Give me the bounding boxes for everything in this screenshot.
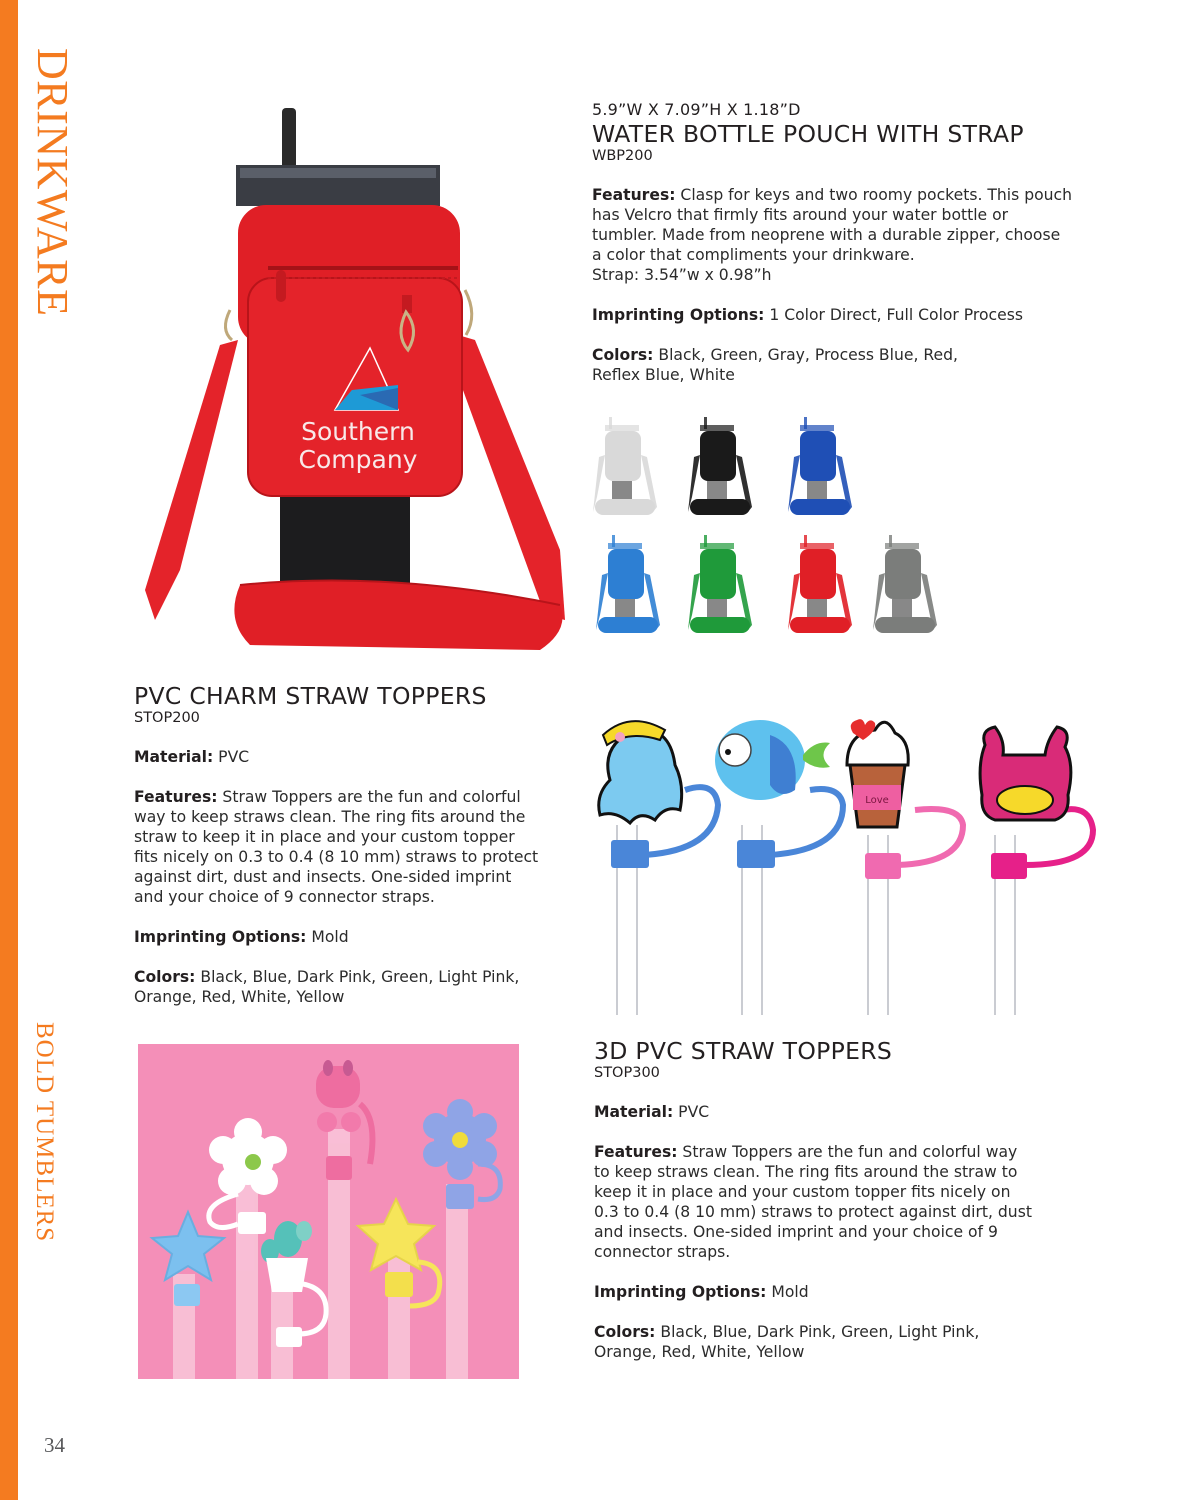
product-wbp200 bbox=[592, 100, 1112, 405]
product-imprint-options: Imprinting Options: 1 Color Direct, Full Color Process bbox=[592, 306, 1023, 324]
subsection-label: BOLD TUMBLERS bbox=[31, 1022, 58, 1243]
product-colors: Colors: Black, Blue, Dark Pink, Green, Light Pink, Orange, Red, White, Yellow bbox=[134, 968, 520, 1006]
product-stop200 bbox=[134, 682, 594, 1027]
product-features: Features: Straw Toppers are the fun and colorful way to keep straws clean. The ring fits around the straw to keep it in place and your custom topper fits nicely on 0.3 to 0.4 (8 10 mm) straws to protect against dirt, dust and insects. One-sided imprint and your choice of 9 connector straps. bbox=[594, 1143, 1032, 1261]
section-label: DRINKWARE bbox=[28, 48, 77, 317]
product-colors: Colors: Black, Green, Gray, Process Blue, Red, Reflex Blue, White bbox=[592, 346, 958, 384]
product-title: 3D PVC STRAW TOPPERS bbox=[594, 1037, 893, 1065]
page-number: 34 bbox=[44, 1433, 65, 1457]
product-colors: Colors: Black, Blue, Dark Pink, Green, Light Pink, Orange, Red, White, Yellow bbox=[594, 1323, 980, 1361]
ice-cream-topper-icon bbox=[847, 719, 908, 827]
product-sku: STOP300 bbox=[594, 1065, 660, 1081]
product-features: Features: Clasp for keys and two roomy pockets. This pouch has Velcro that firmly fits around your water bottle or tumbler. Made from neoprene with a durable zipper, choose a color that compliments your drinkware. Strap: 3.54”w x 0.98”h bbox=[592, 186, 1072, 284]
white-flower-topper-icon bbox=[209, 1118, 287, 1234]
product-sku: STOP200 bbox=[134, 710, 200, 726]
product-material: Material: PVC bbox=[594, 1103, 710, 1121]
sidebar-accent-bar bbox=[0, 0, 18, 1500]
blue-flower-topper-icon bbox=[423, 1099, 500, 1209]
charm-toppers-image bbox=[585, 705, 1135, 1020]
product-features: Features: Straw Toppers are the fun and colorful way to keep straws clean. The ring fits around the straw to keep it in place and your custom topper fits nicely on 0.3 to 0.4 (8 10 mm) straws to protect against dirt, dust and insects. One-sided imprint and your choice of 9 connector straps. bbox=[134, 788, 539, 906]
pouch-color-variants bbox=[590, 415, 950, 640]
crab-topper-icon bbox=[980, 727, 1071, 820]
logo-text-line2: Company bbox=[298, 445, 418, 474]
product-title: WATER BOTTLE POUCH WITH STRAP bbox=[592, 120, 1024, 148]
product-material: Material: PVC bbox=[134, 748, 250, 766]
product-title: PVC CHARM STRAW TOPPERS bbox=[134, 682, 487, 710]
product-sku: WBP200 bbox=[592, 148, 653, 164]
cactus-topper-icon bbox=[261, 1221, 326, 1347]
product-dimensions: 5.9”W X 7.09”H X 1.18”D bbox=[592, 100, 801, 119]
svg-text:Love: Love bbox=[865, 795, 889, 806]
pouch-product-image bbox=[140, 100, 580, 660]
3d-toppers-image bbox=[138, 1044, 519, 1379]
product-imprint-options: Imprinting Options: Mold bbox=[594, 1283, 809, 1301]
product-stop300 bbox=[594, 1037, 1114, 1382]
bunny-topper-icon bbox=[316, 1060, 372, 1180]
logo-text-line1: Southern bbox=[301, 417, 415, 446]
product-imprint-options: Imprinting Options: Mold bbox=[134, 928, 349, 946]
octopus-topper-icon bbox=[599, 721, 682, 823]
